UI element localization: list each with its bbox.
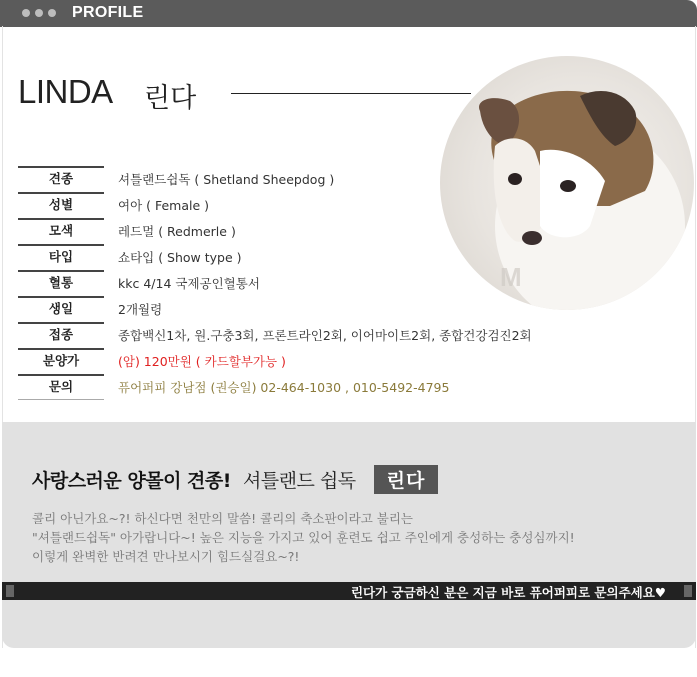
description-line: 이렇게 완벽한 반려견 만나보시기 힘드실걸요~?! <box>32 549 300 564</box>
info-value: 셔틀랜드쉽독 ( Shetland Sheepdog ) <box>118 172 335 187</box>
info-value: 종합백신1차, 원.구충3회, 프론트라인2회, 이어마이트2회, 종합건강검진2회 <box>118 328 532 343</box>
dot-icon <box>35 9 43 17</box>
header-title: PROFILE <box>72 4 144 21</box>
info-label: 견종 <box>18 166 104 192</box>
name-divider <box>231 93 471 94</box>
cta-bar[interactable] <box>2 582 696 600</box>
info-row-vaccination <box>18 322 538 348</box>
info-row-pedigree <box>18 270 538 296</box>
info-value: 쇼타입 ( Show type ) <box>118 250 242 265</box>
headline-bold: 사랑스러운 양몰이 견종! <box>32 470 231 492</box>
info-label: 혈통 <box>18 270 104 296</box>
dot-icon <box>22 9 30 17</box>
info-value: kkc 4/14 국제공인혈통서 <box>118 276 260 291</box>
price-value: (암) 120만원 ( 카드할부가능 ) <box>118 354 286 369</box>
info-label: 접종 <box>18 322 104 348</box>
info-row-birthday <box>18 296 538 322</box>
info-value: 여아 ( Female ) <box>118 198 210 213</box>
info-row-color <box>18 218 538 244</box>
dot-icon <box>48 9 56 17</box>
info-label: 성별 <box>18 192 104 218</box>
info-row-sex <box>18 192 538 218</box>
promo-description <box>32 509 575 566</box>
info-label: 분양가 <box>18 348 104 374</box>
info-label: 생일 <box>18 296 104 322</box>
svg-text:M: M <box>500 262 522 292</box>
info-row-contact <box>18 374 538 400</box>
info-row-price <box>18 348 538 374</box>
info-label: 모색 <box>18 218 104 244</box>
promo-headline <box>32 465 438 494</box>
name-badge: 린다 <box>374 465 439 494</box>
info-row-breed <box>18 166 538 192</box>
cta-text[interactable]: 린다가 궁금하신 분은 지금 바로 퓨어퍼피로 문의주세요♥ <box>350 585 666 600</box>
info-value: 2개월령 <box>118 302 163 317</box>
contact-value: 퓨어퍼피 강남점 (권승일) 02-464-1030 , 010-5492-4795 <box>118 380 450 395</box>
info-row-type <box>18 244 538 270</box>
description-line: 콜리 아닌가요~?! 하신다면 천만의 말씀! 콜리의 축소판이라고 불리는 <box>32 511 413 526</box>
info-value: 레드멀 ( Redmerle ) <box>118 224 236 239</box>
info-label: 문의 <box>18 374 104 400</box>
dog-name-english: LINDA <box>18 73 113 110</box>
description-line: "셔틀랜드쉽독" 아가랍니다~! 높은 지능을 가지고 있어 훈련도 쉽고 주인에게 충성하는 충성심까지! <box>32 530 575 545</box>
header-dots <box>22 9 56 17</box>
headline-breed: 셔틀랜드 쉽독 <box>242 470 356 492</box>
info-table <box>18 166 538 400</box>
profile-header-bar <box>0 0 697 27</box>
promo-panel <box>2 422 696 648</box>
info-label: 타입 <box>18 244 104 270</box>
dog-name-korean: 린다 <box>144 83 197 114</box>
